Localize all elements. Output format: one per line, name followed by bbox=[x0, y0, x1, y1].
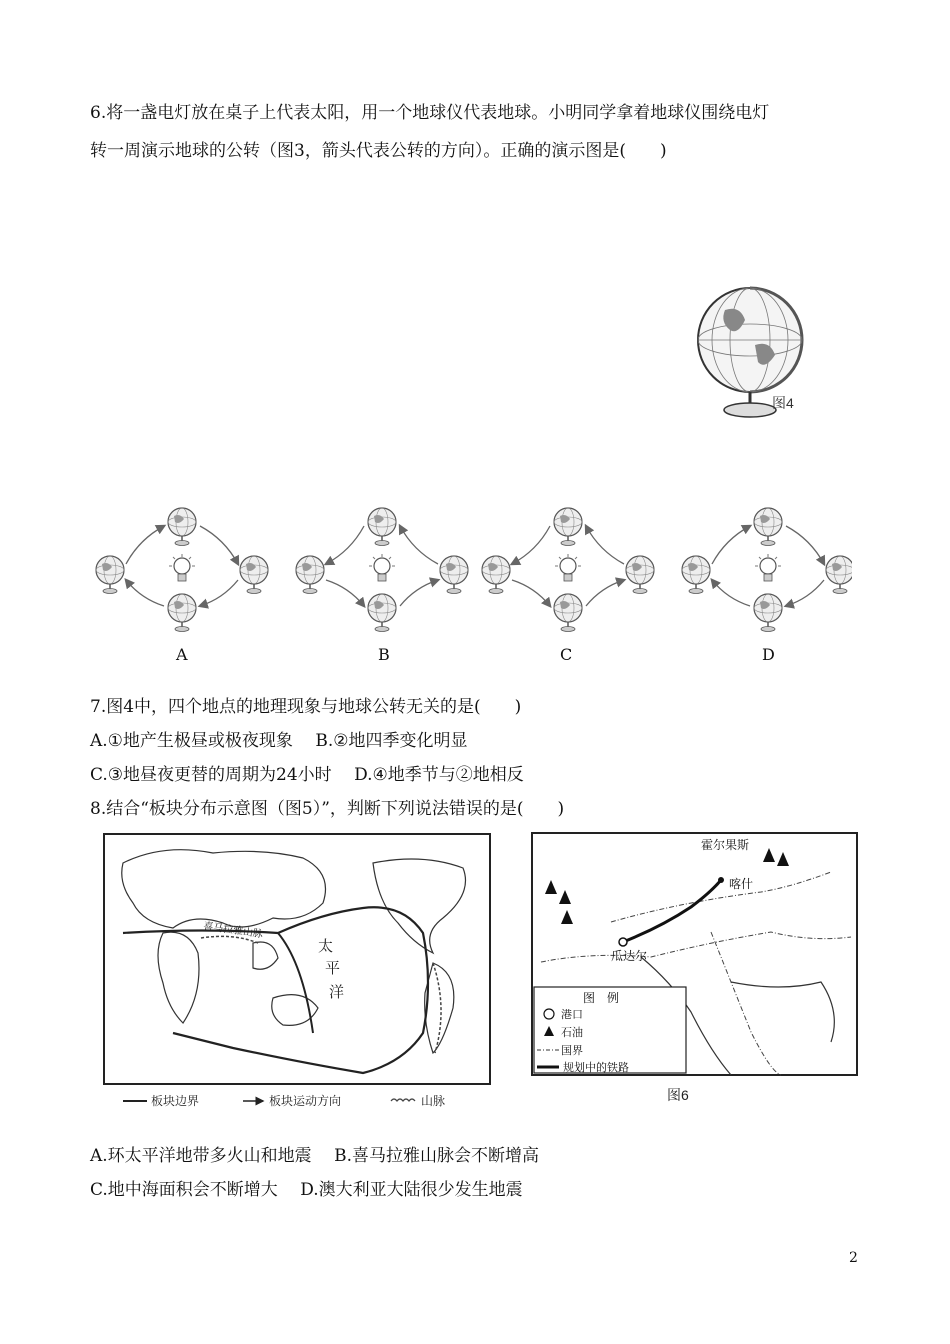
q8-options-ab: A.环太平洋地带多火山和地震 B.喜马拉雅山脉会不断增高 bbox=[90, 1146, 539, 1166]
orbit-arrow bbox=[326, 580, 364, 606]
orbit-arrow bbox=[200, 526, 238, 564]
legend-title: 图 例 bbox=[583, 991, 620, 1005]
page-number: 2 bbox=[849, 1250, 858, 1266]
globe-icon bbox=[440, 556, 468, 594]
orbit-arrow bbox=[200, 580, 238, 606]
orbit-arrow bbox=[712, 580, 750, 606]
orbit-arrow bbox=[400, 526, 438, 564]
place-khorgos: 霍尔果斯 bbox=[701, 838, 750, 852]
figure-6-rail-map bbox=[531, 832, 858, 1117]
legend-border: 国界 bbox=[561, 1044, 583, 1057]
orbit-arrow bbox=[712, 526, 750, 564]
globe-icon bbox=[168, 508, 196, 546]
figure-4-globe bbox=[690, 280, 830, 420]
place-kashgar: 喀什 bbox=[729, 877, 754, 891]
globe-icon bbox=[96, 556, 124, 594]
globe-icon bbox=[626, 556, 654, 594]
bulb-icon bbox=[369, 554, 395, 581]
globe-icon bbox=[682, 556, 710, 594]
orbit-arrow bbox=[786, 580, 824, 606]
orbit-diagrams bbox=[92, 505, 852, 665]
bulb-icon bbox=[169, 554, 195, 581]
pacific-char-2: 平 bbox=[325, 959, 341, 977]
orbit-arrow bbox=[512, 526, 550, 564]
legend-port: 港口 bbox=[561, 1008, 583, 1021]
legend-railway: 规划中的铁路 bbox=[563, 1061, 629, 1074]
globe-icon bbox=[826, 556, 852, 594]
globe-icon bbox=[754, 508, 782, 546]
figure-6-caption: 图6 bbox=[667, 1087, 689, 1103]
legend-plate-motion: 板块运动方向 bbox=[269, 1094, 342, 1108]
globe-icon bbox=[296, 556, 324, 594]
orbit-arrow bbox=[126, 526, 164, 564]
orbit-arrow bbox=[586, 580, 624, 606]
q6-line2: 转一周演示地球的公转（图3，箭头代表公转的方向）。正确的演示图是( ) bbox=[90, 141, 667, 161]
q6-line1: 6.将一盏电灯放在桌子上代表太阳，用一个地球仪代表地球。小明同学拿着地球仪围绕电灯 bbox=[90, 103, 770, 123]
option-d-label: D bbox=[762, 645, 775, 664]
option-c-label: C bbox=[560, 645, 573, 664]
himalaya-label: 喜马拉雅山脉 bbox=[202, 921, 264, 941]
globe-icon bbox=[368, 508, 396, 546]
globe-icon bbox=[168, 594, 196, 632]
q8-stem: 8.结合“板块分布示意图（图5）”，判断下列说法错误的是( ) bbox=[90, 799, 565, 819]
legend-mountain: 山脉 bbox=[421, 1094, 446, 1108]
orbit-arrow bbox=[786, 526, 824, 564]
figure-5-plate-map bbox=[103, 833, 491, 1113]
globe-icon bbox=[754, 594, 782, 632]
q8-options-cd: C.地中海面积会不断增大 D.澳大利亚大陆很少发生地震 bbox=[90, 1180, 523, 1200]
globe-icon bbox=[482, 556, 510, 594]
pacific-char-3: 洋 bbox=[329, 983, 345, 1001]
pacific-char-1: 太 bbox=[318, 937, 334, 955]
orbit-arrow bbox=[586, 526, 624, 564]
orbit-arrow bbox=[126, 580, 164, 606]
place-gwadar: 瓜达尔 bbox=[611, 949, 648, 963]
globe-icon bbox=[368, 594, 396, 632]
figure-4-caption: 图4 bbox=[772, 395, 794, 411]
globe-icon bbox=[554, 508, 582, 546]
orbit-arrow bbox=[400, 580, 438, 606]
q7-options-ab: A.①地产生极昼或极夜现象 B.②地四季变化明显 bbox=[90, 731, 468, 751]
option-a-label: A bbox=[176, 645, 188, 664]
legend-plate-boundary: 板块边界 bbox=[151, 1094, 200, 1108]
legend-oil: 石油 bbox=[561, 1026, 583, 1039]
q7-stem: 7.图4中，四个地点的地理现象与地球公转无关的是( ) bbox=[90, 697, 522, 717]
orbit-arrow bbox=[512, 580, 550, 606]
globe-icon bbox=[240, 556, 268, 594]
orbit-arrow bbox=[326, 526, 364, 564]
bulb-icon bbox=[755, 554, 781, 581]
globe-icon bbox=[554, 594, 582, 632]
option-b-label: B bbox=[378, 645, 390, 664]
q7-options-cd: C.③地昼夜更替的周期为24小时 D.④地季节与②地相反 bbox=[90, 765, 524, 785]
bulb-icon bbox=[555, 554, 581, 581]
